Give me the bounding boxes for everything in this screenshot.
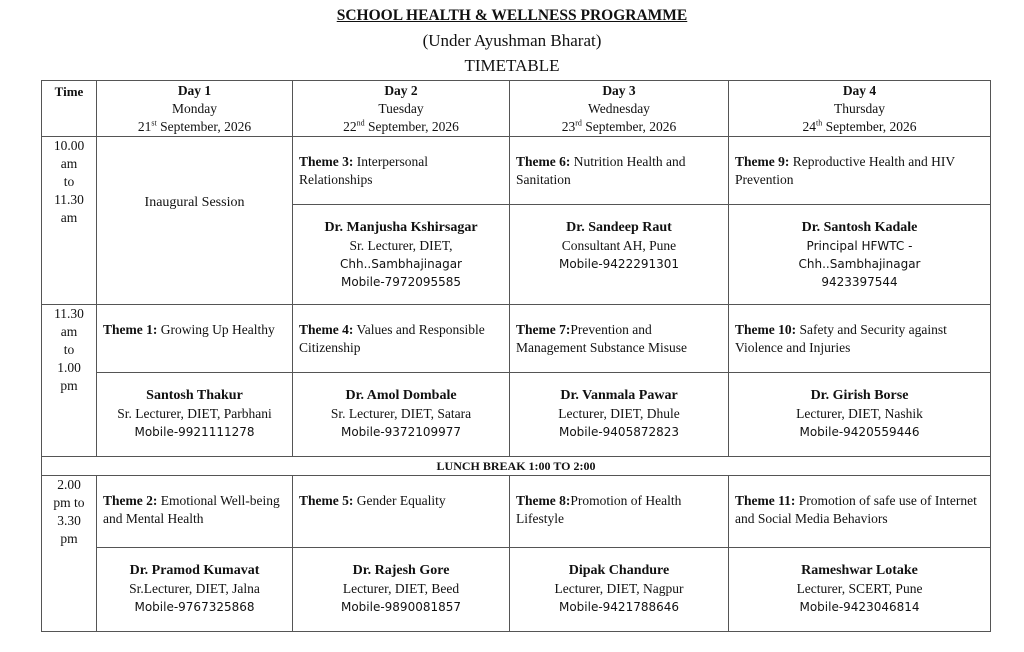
speaker-cell: Dr. Girish Borse Lecturer, DIET, Nashik Mobile-9420559446 xyxy=(729,373,991,457)
theme-cell: Theme 1: Growing Up Healthy xyxy=(97,305,293,373)
time-cell: 10.00 am to 11.30 am xyxy=(42,137,97,305)
day-header xyxy=(729,81,991,137)
theme-cell: Theme 5: Gender Equality xyxy=(293,476,510,548)
day-header xyxy=(97,81,293,137)
date-label: 24th September, 2026 xyxy=(802,118,917,134)
theme-cell: Theme 3: Interpersonal Relationships xyxy=(293,137,510,205)
slot-row xyxy=(42,476,991,548)
day-header xyxy=(293,81,510,137)
speaker-cell: Dipak Chandure Lecturer, DIET, Nagpur Mobile-9421788646 xyxy=(510,548,729,632)
day-label: Day 1 xyxy=(177,83,212,98)
speaker-cell: Dr. Pramod Kumavat Sr.Lecturer, DIET, Jalna Mobile-9767325868 xyxy=(97,548,293,632)
slot-row xyxy=(42,305,991,373)
theme-cell: Theme 10: Safety and Security against Violence and Injuries xyxy=(729,305,991,373)
time-column-header: Time xyxy=(42,81,97,137)
theme-cell: Theme 4: Values and Responsible Citizenship xyxy=(293,305,510,373)
theme-cell: Theme 7:Prevention and Management Substance Misuse xyxy=(510,305,729,373)
day-label: Day 3 xyxy=(602,83,636,98)
slot-row xyxy=(42,137,991,205)
speaker-cell: Dr. Manjusha Kshirsagar Sr. Lecturer, DIET, Chh..Sambhajinagar Mobile-7972095585 xyxy=(293,205,510,305)
speaker-row xyxy=(42,548,991,632)
theme-cell: Theme 11: Promotion of safe use of Internet and Social Media Behaviors xyxy=(729,476,991,548)
theme-cell: Theme 2: Emotional Well-being and Mental Health xyxy=(97,476,293,548)
weekday-label: Wednesday xyxy=(588,101,650,116)
theme-cell: Theme 9: Reproductive Health and HIV Prevention xyxy=(729,137,991,205)
weekday-label: Monday xyxy=(172,101,217,116)
speaker-cell: Dr. Amol Dombale Sr. Lecturer, DIET, Satara Mobile-9372109977 xyxy=(293,373,510,457)
date-label: 23rd September, 2026 xyxy=(561,118,677,134)
document-subtitle: (Under Ayushman Bharat) xyxy=(422,31,602,50)
lunch-break-label: LUNCH BREAK 1:00 TO 2:00 xyxy=(42,457,991,476)
lunch-row xyxy=(42,457,991,476)
date-label: 22nd September, 2026 xyxy=(343,118,459,134)
time-cell: 2.00 pm to 3.30 pm xyxy=(42,476,97,632)
timetable-heading: TIMETABLE xyxy=(464,56,560,75)
timetable xyxy=(41,80,991,632)
header-row xyxy=(42,81,991,137)
day-label: Day 4 xyxy=(842,83,877,98)
speaker-cell: Dr. Sandeep Raut Consultant AH, Pune Mobile-9422291301 xyxy=(510,205,729,305)
date-label: 21st September, 2026 xyxy=(137,118,252,134)
document-title: SCHOOL HEALTH & WELLNESS PROGRAMME xyxy=(336,7,688,24)
speaker-cell: Dr. Santosh Kadale Principal HFWTC - Chh..Sambhajinagar 9423397544 xyxy=(729,205,991,305)
day-header xyxy=(510,81,729,137)
speaker-cell: Rameshwar Lotake Lecturer, SCERT, Pune Mobile-9423046814 xyxy=(729,548,991,632)
speaker-cell: Dr. Vanmala Pawar Lecturer, DIET, Dhule Mobile-9405872823 xyxy=(510,373,729,457)
speaker-row xyxy=(42,373,991,457)
weekday-label: Tuesday xyxy=(378,101,424,116)
time-cell: 11.30 am to 1.00 pm xyxy=(42,305,97,457)
speaker-cell: Santosh Thakur Sr. Lecturer, DIET, Parbhani Mobile-9921111278 xyxy=(97,373,293,457)
weekday-label: Thursday xyxy=(834,101,885,116)
speaker-cell: Dr. Rajesh Gore Lecturer, DIET, Beed Mobile-9890081857 xyxy=(293,548,510,632)
inaugural-session: Inaugural Session xyxy=(97,137,293,305)
theme-cell: Theme 6: Nutrition Health and Sanitation xyxy=(510,137,729,205)
theme-cell: Theme 8:Promotion of Health Lifestyle xyxy=(510,476,729,548)
day-label: Day 2 xyxy=(384,83,418,98)
